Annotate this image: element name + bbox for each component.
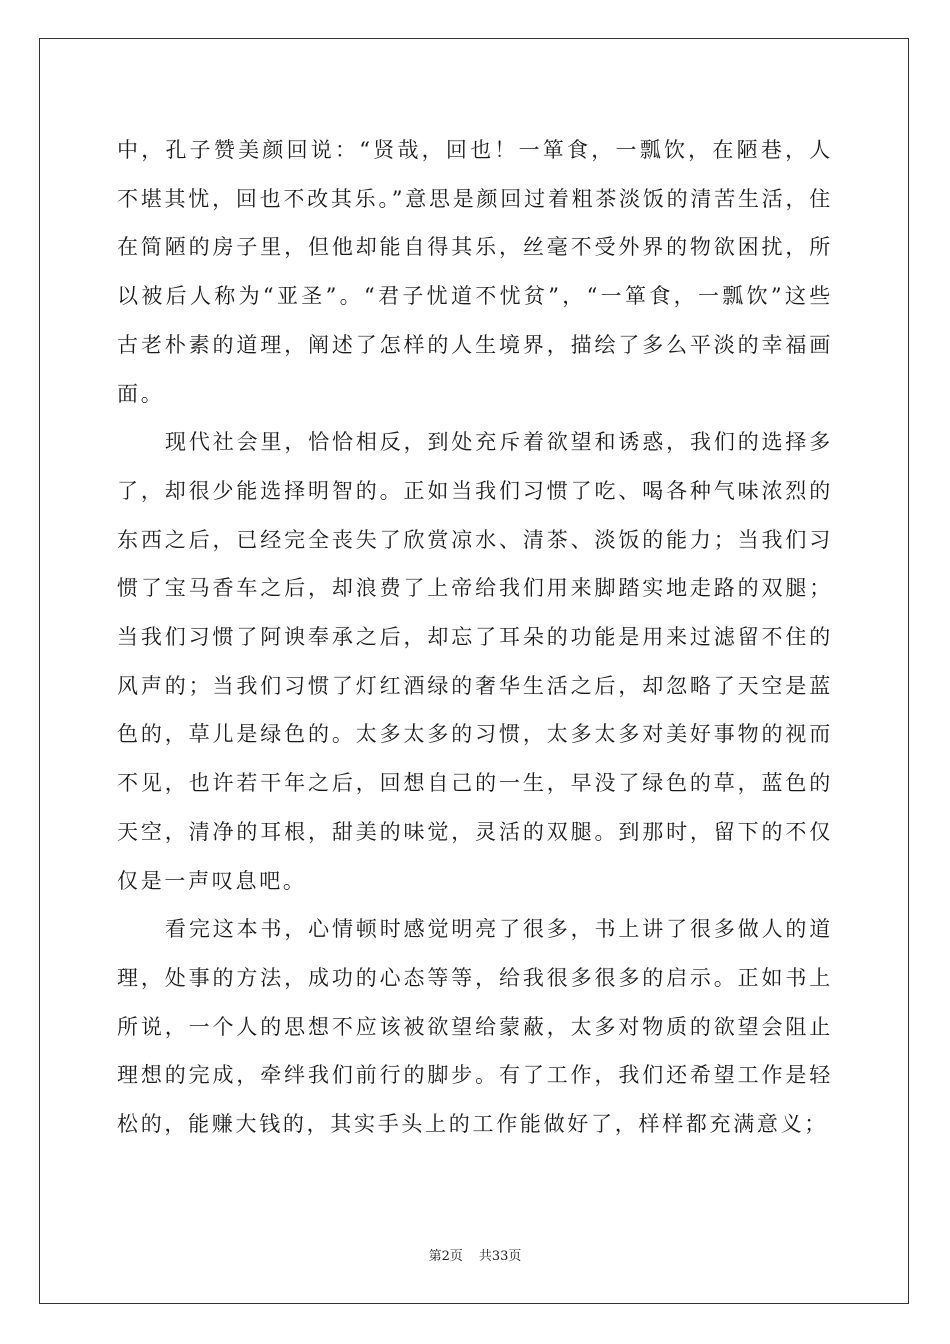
paragraph-1: 中，孔子赞美颜回说：“贤哉，回也！一箪食，一瓢饮，在陋巷，人不堪其忧，回也不改其乐。”意思是颜回过着粗茶淡饭的清苦生活，住在简陋的房子里，但他却能自得其乐，丝毫不受外界的物欲困扰，所以被后人称为“亚圣”。“君子忧道不忧贫”，“一箪食，一瓢饮”这些古老朴素的道理，阐述了怎样的人生境界，描绘了多么平淡的幸福画面。 xyxy=(117,138,833,406)
paragraph-2: 现代社会里，恰恰相反，到处充斥着欲望和诱惑，我们的选择多了，却很少能选择明智的。正如当我们习惯了吃、喝各种气味浓烈的东西之后，已经完全丧失了欣赏凉水、清茶、淡饭的能力；当我们习惯了宝马香车之后，却浪费了上帝给我们用来脚踏实地走路的双腿；当我们习惯了阿谀奉承之后，却忘了耳朵的功能是用来过滤留不住的风声的；当我们习惯了灯红酒绿的奢华生活之后，却忽略了天空是蓝色的，草儿是绿色的。太多太多的习惯，太多太多对美好事物的视而不见，也许若干年之后，回想自己的一生，早没了绿色的草，蓝色的天空，清净的耳根，甜美的味觉，灵活的双腿。到那时，留下的不仅仅是一声叹息吧。 xyxy=(117,430,833,893)
paragraph-3: 看完这本书，心情顿时感觉明亮了很多，书上讲了很多做人的道理，处事的方法，成功的心态等等，给我很多很多的启示。正如书上所说，一个人的思想不应该被欲望给蒙蔽，太多对物质的欲望会阻止理想的完成，牵绊我们前行的脚步。有了工作，我们还希望工作是轻松的，能赚大钱的，其实手头上的工作能做好了，样样都充满意义； xyxy=(117,917,833,1137)
document-body xyxy=(117,126,833,1149)
page-total: 共33页 xyxy=(478,1249,522,1264)
page-number: 第2页 xyxy=(428,1249,463,1264)
page-footer xyxy=(0,1248,950,1266)
